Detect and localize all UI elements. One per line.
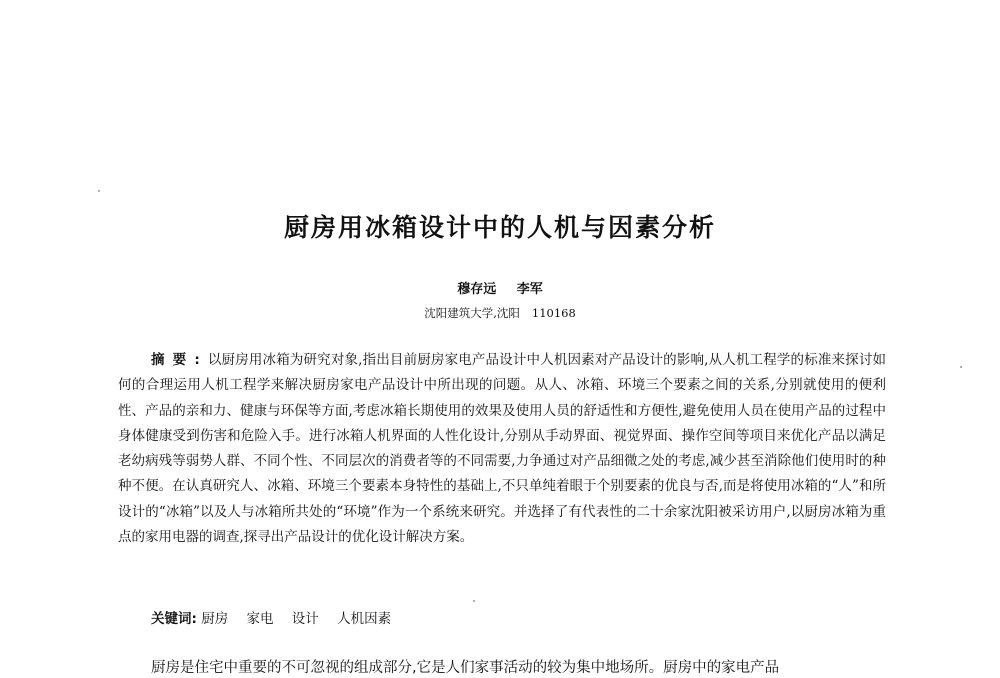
author-name: 穆存远 — [457, 282, 497, 297]
keyword: 家电 — [246, 611, 274, 627]
scan-speck — [473, 600, 475, 602]
affiliation — [0, 305, 1000, 321]
author-name: 李军 — [516, 282, 543, 297]
body-paragraph: 厨房是住宅中重要的不可忽视的组成部分,它是人们家事活动的较为集中地场所。厨房中的家电产品 — [151, 660, 780, 676]
keyword: 厨房 — [201, 611, 229, 627]
abstract-paragraph — [118, 348, 886, 550]
abstract-label: 摘要: — [151, 352, 208, 368]
abstract-text: 以厨房用冰箱为研究对象,指出目前厨房家电产品设计中人机因素对产品设计的影响,从人机工程学的标准来探讨如何的合理运用人机工程学来解决厨房家电产品设计中所出现的问题。从人、冰箱、环境三个要素之间的关系,分别就使用的便利性、产品的亲和力、健康与环保等方面,考虑冰箱长期使用的效果及使用人员的舒适性和方便性,避免使用人员在使用产品的过程中身体健康受到伤害和危险入手。进行冰箱人机界面的人性化设计,分别从手动界面、视觉界面、操作空间等项目来优化产品以满足老幼病残等弱势人群、不同个性、不同层次的消费者等的不同需要,力争通过对产品细微之处的考虑,减少甚至消除他们使用时的种种不便。在认真研究人、冰箱、环境三个要素本身特性的基础上,不只单纯着眼于个别要素的优良与否,而是将使用冰箱的“人”和所设计的“冰箱”以及人与冰箱所共处的“环境”作为一个系统来研究。并选择了有代表性的二十余家沈阳被采访用户,以厨房冰箱为重点的家用电器的调查,探寻出产品设计的优化设计解决方案。 — [118, 352, 886, 546]
affiliation-postcode: 110168 — [531, 306, 576, 320]
scan-speck — [98, 190, 100, 192]
keywords-label: 关键词: — [151, 611, 197, 627]
keywords — [151, 607, 405, 627]
scan-speck — [960, 366, 962, 368]
affiliation-institution: 沈阳建筑大学,沈阳 — [424, 306, 520, 320]
paper-title: 厨房用冰箱设计中的人机与因素分析 — [283, 213, 716, 242]
abstract — [118, 348, 886, 550]
keyword: 设计 — [291, 611, 319, 627]
author-list — [0, 278, 1000, 297]
keyword: 人机因素 — [337, 611, 392, 627]
